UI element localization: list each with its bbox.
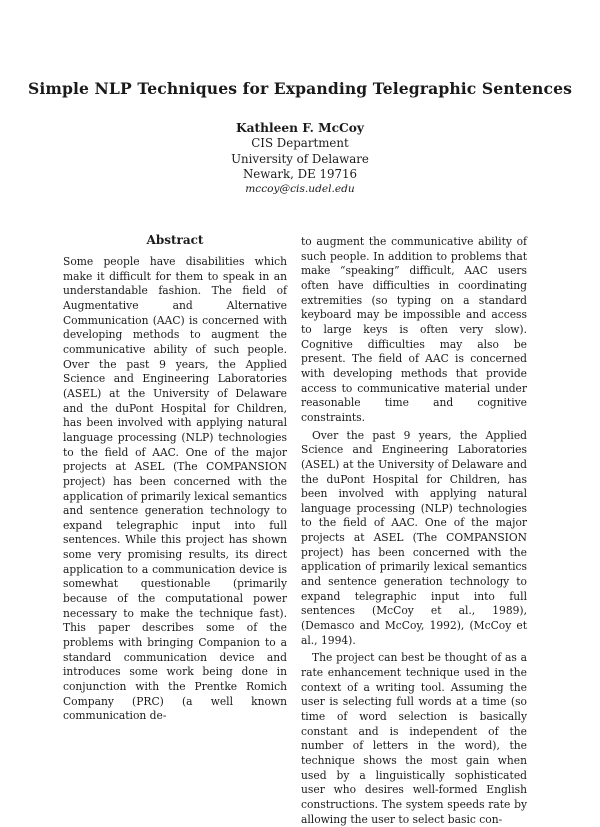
body-paragraph-3: The project can best be thought of as a rate enhancement technique used in the context of a writing tool. Assuming the user is selecting full words at a time (so time of word selection is basically constant and is independent of the number of letters in the word), the technique shows the most gain when used by a linguistically sophisticated user who desires well-formed English constructions. The system speeds rate by allowing the user to select basic con- — [301, 651, 527, 826]
author-department: CIS Department — [251, 136, 349, 151]
author-location: Newark, DE 19716 — [242, 166, 358, 181]
paper-title: Simple NLP Techniques for Expanding Telegraphic Sentences — [28, 79, 572, 98]
right-column — [301, 235, 527, 827]
author-block — [0, 121, 600, 197]
body-paragraph-2: Over the past 9 years, the Applied Science and Engineering Laboratories (ASEL) at the University of Delaware and the duPont Hospital for Children, has been involved with applying natural language processing (NLP) technologies to the field of AAC. One of the major projects at ASEL (The COMPANSION project) has been concerned with the application of primarily lexical semantics and sentence generation technology to expand telegraphic input into full sentences (McCoy et al., 1989), (Demasco and McCoy, 1992), (McCoy et al., 1994). — [301, 428, 527, 647]
left-column — [63, 255, 287, 724]
body-paragraph-1: to augment the communicative ability of such people. In addition to problems that make “speaking” difficult, AAC users often have difficulties in coordinating extremities (so typing on a standard keyboard may be impossible and access to large keys is often very slow). Cognitive difficulties may also be present. The field of AAC is concerned with developing methods that provide access to communicative material under reasonable time and cognitive constraints. — [301, 235, 527, 424]
abstract-paragraph: Some people have disabilities which make it difficult for them to speak in an understandable fashion. The field of Augmentative and Alternative Communication (AAC) is concerned with developing methods to augment the communicative ability of such people. Over the past 9 years, the Applied Science and Engineering Laboratories (ASEL) at the University of Delaware and the duPont Hospital for Children, has been involved with applying natural language processing (NLP) technologies to the field of AAC. One of the major projects at ASEL (The COMPANSION project) has been concerned with the application of primarily lexical semantics and sentence generation technology to expand telegraphic input into full sentences. While this project has shown some very promising results, its direct application to a communication device is somewhat questionable (primarily because of the computational power necessary to make the technique fast). This paper describes some of the problems with bringing Companion to a standard communication device and introduces some work being done in conjunction with the Prentke Romich Company (PRC) (a well known communication de- — [63, 255, 287, 723]
abstract-heading: Abstract — [146, 233, 204, 247]
author-name: Kathleen F. McCoy — [236, 121, 364, 135]
author-institution: University of Delaware — [231, 151, 369, 166]
author-email: mccoy@cis.udel.edu — [245, 183, 355, 196]
